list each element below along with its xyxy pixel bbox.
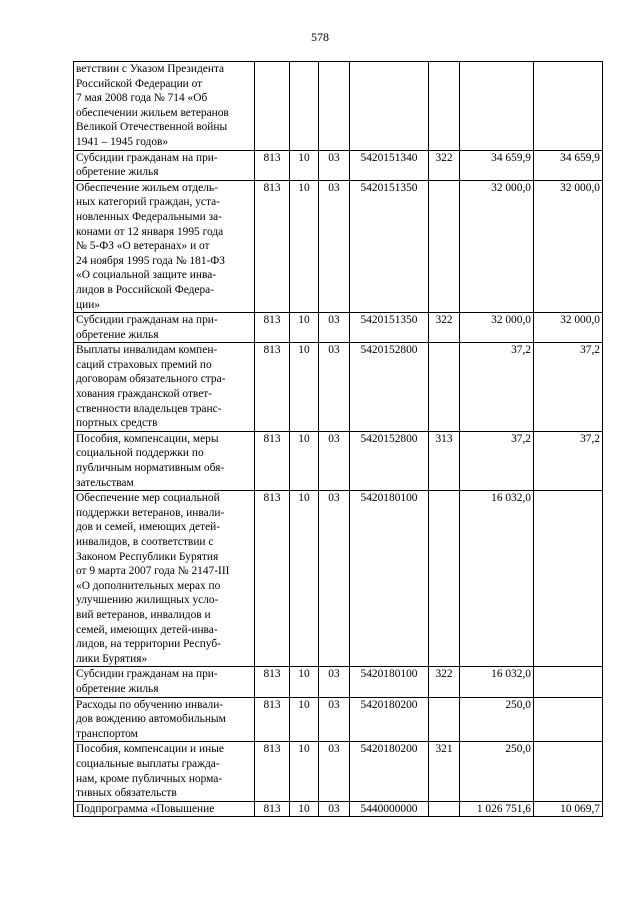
target-article-cell: 5420180100 (350, 491, 429, 667)
subsection-code-cell: 03 (319, 150, 350, 180)
item-name-line: Пособия, компенсации, меры (76, 432, 219, 445)
subsection-code-cell: 03 (319, 313, 350, 343)
item-name-line: Субсидии гражданам на при- (76, 151, 218, 164)
item-name-line: Расходы по обучению инвали- (76, 698, 224, 711)
item-name-line: Выплаты инвалидам компен- (76, 344, 218, 357)
item-name-line: публичным нормативным обя- (76, 462, 225, 475)
budget-table (73, 61, 603, 817)
item-name-line: зательствам (76, 476, 134, 489)
amount-secondary-cell: 10 069,7 (534, 801, 603, 817)
target-article-cell: 5420180200 (350, 742, 429, 801)
item-name-line: обретение жилья (76, 328, 159, 341)
admin-code-cell: 813 (255, 313, 290, 343)
admin-code-cell: 813 (255, 801, 290, 817)
amount-secondary-cell: 37,2 (534, 431, 603, 490)
item-name-line: обретение жилья (76, 682, 159, 695)
item-name-line: Субсидии гражданам на при- (76, 314, 218, 327)
item-name-line: тивных обязательств (76, 787, 177, 800)
target-article-cell: 5420180100 (350, 667, 429, 697)
amount-secondary-cell: 32 000,0 (534, 180, 603, 312)
item-name-line: лидов в Российской Федера- (76, 283, 215, 296)
target-article-cell: 5440000000 (350, 801, 429, 817)
admin-code-cell: 813 (255, 150, 290, 180)
amount-secondary-cell: 37,2 (534, 343, 603, 432)
table-row (74, 343, 603, 432)
section-code-cell: 10 (290, 801, 319, 817)
subsection-code-cell: 03 (319, 491, 350, 667)
amount-cell: 16 032,0 (460, 667, 534, 697)
item-name-line: хования гражданской ответ- (76, 388, 213, 401)
amount-secondary-cell: 32 000,0 (534, 313, 603, 343)
target-article-cell: 5420151350 (350, 180, 429, 312)
subsection-code-cell: 03 (319, 697, 350, 742)
section-code-cell: 10 (290, 491, 319, 667)
item-name-line: обретение жилья (76, 166, 159, 179)
table-row (74, 667, 603, 697)
target-article-cell: 5420151350 (350, 313, 429, 343)
expense-type-cell: 322 (429, 150, 460, 180)
table-row (74, 62, 603, 151)
item-name-cell (74, 62, 255, 151)
item-name-line: 7 мая 2008 года № 714 «Об (76, 92, 208, 105)
admin-code-cell: 813 (255, 491, 290, 667)
section-code-cell: 10 (290, 667, 319, 697)
amount-cell: 37,2 (460, 431, 534, 490)
admin-code-cell: 813 (255, 742, 290, 801)
expense-type-cell (429, 801, 460, 817)
item-name-line: ственности владельцев транс- (76, 402, 222, 415)
table-row (74, 431, 603, 490)
item-name-line: новленных Федеральными за- (76, 210, 222, 223)
item-name-line: «О дополнительных мерах по (76, 579, 221, 592)
target-article-cell: 5420152800 (350, 343, 429, 432)
item-name-line: 24 ноября 1995 года № 181-ФЗ (76, 254, 226, 267)
item-name-cell (74, 431, 255, 490)
table-row (74, 150, 603, 180)
subsection-code-cell: 03 (319, 667, 350, 697)
expense-type-cell: 322 (429, 667, 460, 697)
item-name-line: Подпрограмма «Повышение (76, 802, 215, 815)
item-name-line: конами от 12 января 1995 года (76, 225, 224, 238)
item-name-cell (74, 343, 255, 432)
table-row (74, 491, 603, 667)
item-name-cell (74, 180, 255, 312)
item-name-line: Российской Федерации от (76, 77, 203, 90)
item-name-line: транспортом (76, 727, 138, 740)
target-article-cell: 5420152800 (350, 431, 429, 490)
item-name-line: Обеспечение жильем отдель- (76, 181, 218, 194)
item-name-line: 1941 – 1945 годов» (76, 135, 169, 148)
page-number: 578 (311, 30, 329, 44)
expense-type-cell (429, 343, 460, 432)
budget-table-body (74, 62, 603, 817)
amount-secondary-cell (534, 62, 603, 151)
amount-secondary-cell (534, 491, 603, 667)
item-name-line: инвалидов, в соответствии с (76, 536, 214, 548)
table-row (74, 801, 603, 817)
item-name-line: улучшению жилищных усло- (76, 594, 219, 607)
item-name-line: нам, кроме публичных норма- (76, 772, 223, 785)
item-name-line: социальные выплаты гражда- (76, 757, 220, 770)
item-name-line: Субсидии гражданам на при- (76, 668, 218, 681)
target-article-cell: 5420151340 (350, 150, 429, 180)
item-name-line: Великой Отечественной войны (76, 121, 228, 134)
item-name-line: ветствии с Указом Президента (76, 63, 225, 75)
item-name-cell (74, 667, 255, 697)
section-code-cell: 10 (290, 742, 319, 801)
item-name-line: лики Бурятия» (76, 652, 148, 665)
item-name-cell (74, 742, 255, 801)
item-name-line: Законом Республики Бурятия (76, 550, 219, 563)
amount-secondary-cell: 34 659,9 (534, 150, 603, 180)
amount-cell: 34 659,9 (460, 150, 534, 180)
section-code-cell: 10 (290, 180, 319, 312)
amount-secondary-cell (534, 697, 603, 742)
item-name-line: лидов, на территории Респуб- (76, 638, 221, 651)
amount-cell: 32 000,0 (460, 313, 534, 343)
admin-code-cell: 813 (255, 697, 290, 742)
amount-cell: 1 026 751,6 (460, 801, 534, 817)
item-name-line: портных средств (76, 417, 158, 430)
amount-cell: 250,0 (460, 697, 534, 742)
subsection-code-cell (319, 62, 350, 151)
item-name-line: «О социальной защите инва- (76, 269, 217, 282)
subsection-code-cell: 03 (319, 343, 350, 432)
item-name-line: № 5-ФЗ «О ветеранах» и от (76, 240, 210, 253)
expense-type-cell: 322 (429, 313, 460, 343)
admin-code-cell: 813 (255, 343, 290, 432)
amount-secondary-cell (534, 667, 603, 697)
admin-code-cell (255, 62, 290, 151)
subsection-code-cell: 03 (319, 742, 350, 801)
item-name-cell (74, 491, 255, 667)
amount-cell (460, 62, 534, 151)
amount-cell: 16 032,0 (460, 491, 534, 667)
subsection-code-cell: 03 (319, 431, 350, 490)
table-row (74, 180, 603, 312)
section-code-cell: 10 (290, 431, 319, 490)
amount-cell: 250,0 (460, 742, 534, 801)
expense-type-cell (429, 697, 460, 742)
table-row (74, 697, 603, 742)
admin-code-cell: 813 (255, 667, 290, 697)
expense-type-cell (429, 62, 460, 151)
target-article-cell: 5420180200 (350, 697, 429, 742)
item-name-line: договорам обязательного стра- (76, 373, 226, 386)
item-name-line: дов вождению автомобильным (76, 713, 226, 726)
item-name-cell (74, 801, 255, 817)
expense-type-cell: 313 (429, 431, 460, 490)
section-code-cell (290, 62, 319, 151)
item-name-line: обеспечении жильем ветеранов (76, 106, 229, 119)
target-article-cell (350, 62, 429, 151)
expense-type-cell (429, 180, 460, 312)
item-name-line: Обеспечение мер социальной (76, 492, 220, 505)
item-name-line: дов и семей, имеющих детей- (76, 521, 221, 534)
section-code-cell: 10 (290, 150, 319, 180)
expense-type-cell (429, 491, 460, 667)
admin-code-cell: 813 (255, 180, 290, 312)
item-name-line: семей, имеющих детей-инва- (76, 623, 218, 636)
table-row (74, 742, 603, 801)
item-name-cell (74, 313, 255, 343)
item-name-line: Пособия, компенсации и иные (76, 743, 224, 756)
table-row (74, 313, 603, 343)
item-name-line: саций страховых премий по (76, 358, 212, 371)
amount-cell: 37,2 (460, 343, 534, 432)
subsection-code-cell: 03 (319, 180, 350, 312)
amount-cell: 32 000,0 (460, 180, 534, 312)
item-name-line: вий ветеранов, инвалидов и (76, 608, 211, 621)
item-name-line: ции» (76, 298, 100, 311)
section-code-cell: 10 (290, 343, 319, 432)
section-code-cell: 10 (290, 697, 319, 742)
item-name-cell (74, 697, 255, 742)
expense-type-cell: 321 (429, 742, 460, 801)
item-name-line: от 9 марта 2007 года № 2147-III (76, 565, 230, 578)
item-name-line: поддержки ветеранов, инвали- (76, 506, 225, 519)
section-code-cell: 10 (290, 313, 319, 343)
item-name-cell (74, 150, 255, 180)
amount-secondary-cell (534, 742, 603, 801)
subsection-code-cell: 03 (319, 801, 350, 817)
item-name-line: социальной поддержки по (76, 447, 204, 460)
admin-code-cell: 813 (255, 431, 290, 490)
item-name-line: ных категорий граждан, уста- (76, 196, 220, 209)
